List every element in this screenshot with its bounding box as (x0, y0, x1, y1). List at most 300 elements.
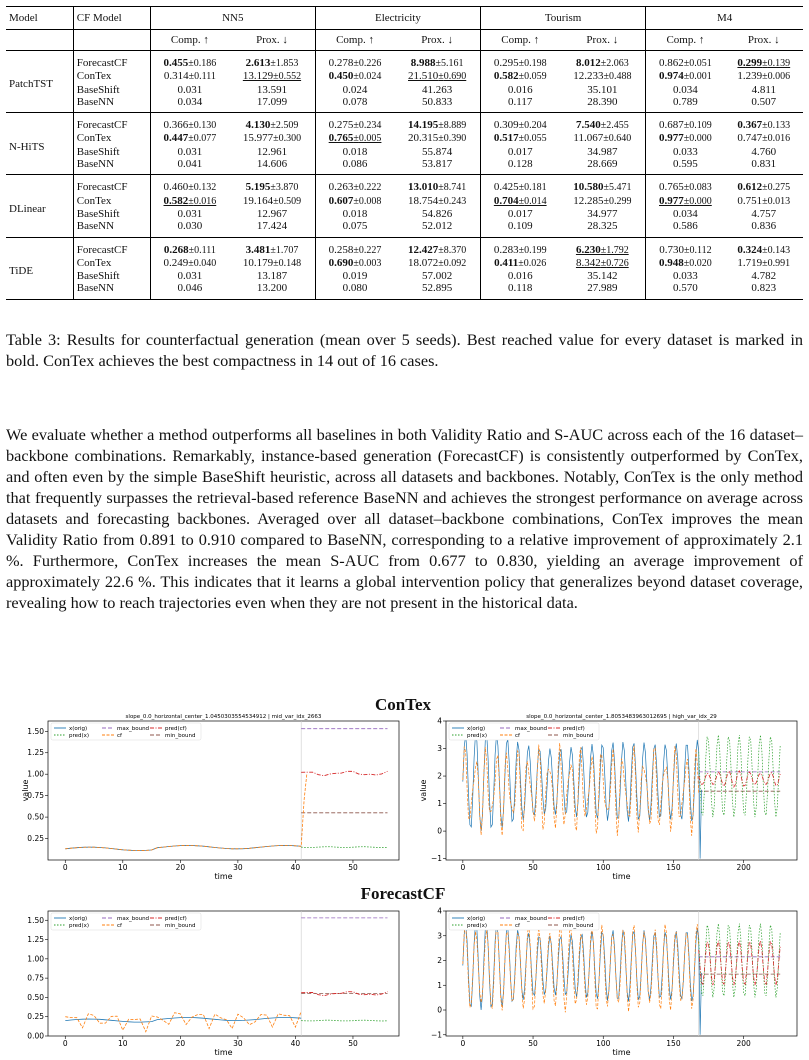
backbone-name: TiDE (6, 237, 73, 299)
cell-value: 14.195 (408, 119, 439, 132)
cell-value: 0.283 (493, 243, 519, 256)
y-tick-label: 0.75 (27, 973, 44, 983)
method-name: BaseShift (73, 270, 150, 282)
table-cell: 0.751±0.013 (737, 194, 791, 207)
cell-value: 0.118 (508, 282, 533, 295)
cell-std: 0.111 (194, 71, 216, 83)
cell-std: 0.013 (767, 195, 791, 207)
table-cell: 0.730±0.112 (659, 243, 712, 256)
y-tick-label: 1.00 (27, 769, 44, 779)
plot-frame (446, 721, 797, 860)
backbone-name: DLinear (6, 175, 73, 237)
series-pred-x (699, 924, 781, 998)
cell-value: 0.751 (737, 194, 763, 207)
table-cell: 0.704±0.014 (493, 194, 547, 207)
cell-value: 0.831 (751, 158, 777, 171)
table-cell: 18.072±0.092 (394, 257, 480, 270)
table-cell: 0.324±0.143 (737, 243, 791, 256)
y-tick-label: 3 (437, 931, 442, 941)
legend-label: pred(x) (69, 733, 90, 739)
cell-value: 12.961 (256, 145, 288, 158)
cell-value: 13.200 (256, 282, 288, 295)
cell-value: 0.977 (659, 132, 684, 145)
y-tick-label: 0.50 (27, 992, 44, 1002)
x-tick-label: 10 (118, 863, 128, 872)
cell-std: 0.077 (193, 133, 217, 145)
cell-value: 0.249 (163, 256, 189, 269)
cell-value: 10.179 (242, 256, 274, 269)
cell-value: 12.285 (573, 194, 604, 207)
legend-label: min_bound (165, 923, 196, 929)
table-cell: 0.366±0.130 (163, 119, 217, 132)
method-name: ForecastCF (73, 113, 150, 133)
x-axis-label: time (214, 872, 233, 881)
legend-label: cf (117, 733, 122, 739)
series-cf (463, 743, 699, 836)
cell-value: 0.948 (659, 256, 684, 269)
cell-std: 5.471 (608, 182, 632, 194)
table-cell: 0.263±0.222 (328, 181, 382, 194)
table-cell (394, 220, 480, 237)
cell-std: 0.300 (278, 133, 302, 145)
cell-value: 8.342 (575, 256, 601, 269)
cell-value: 0.031 (177, 270, 203, 283)
table-cell: 10.179±0.148 (229, 257, 315, 270)
cell-value: 0.314 (163, 70, 189, 83)
table-cell (559, 282, 645, 299)
table-row (6, 51, 803, 71)
cell-value: 0.765 (328, 132, 354, 145)
x-tick-label: 50 (528, 863, 538, 872)
cell-value: 19.164 (242, 194, 274, 207)
cell-value: 0.586 (673, 220, 698, 233)
table-cell (150, 220, 229, 237)
cell-value: 0.425 (493, 181, 519, 194)
table-cell (559, 208, 645, 220)
cell-value: 0.607 (328, 194, 354, 207)
table-cell: 10.580±5.471 (559, 175, 645, 195)
table-cell: 0.455±0.186 (163, 57, 217, 69)
table-cell: 0.612±0.275 (737, 181, 791, 194)
table-row (6, 158, 803, 175)
cell-value: 0.030 (177, 220, 203, 233)
cell-value: 12.233 (573, 70, 604, 83)
cell-value: 0.295 (493, 57, 519, 69)
cell-value: 0.018 (342, 207, 368, 220)
table-cell: 0.687±0.109 (659, 119, 712, 132)
series-pred-x (301, 847, 387, 848)
table-cell: 3.481±1.707 (229, 237, 315, 257)
table-cell (229, 84, 315, 96)
table-cell (646, 158, 725, 175)
cell-std: 0.051 (689, 58, 712, 69)
table-cell (315, 146, 394, 158)
cell-value: 0.974 (659, 70, 684, 83)
cell-value: 0.268 (163, 243, 189, 256)
cell-value: 27.989 (587, 282, 618, 295)
y-tick-label: 2 (437, 956, 442, 966)
table-cell: 0.283±0.199 (493, 243, 547, 256)
cell-value: 0.450 (328, 70, 354, 83)
cell-std: 0.006 (767, 71, 791, 83)
table-cell: 20.315±0.390 (394, 132, 480, 145)
cell-value: 0.324 (737, 243, 763, 256)
table-cell: 0.582±0.016 (163, 194, 217, 207)
table-cell (150, 282, 229, 299)
table-cell (394, 84, 480, 96)
cell-value: 35.142 (587, 270, 618, 283)
cell-std: 0.139 (767, 58, 791, 69)
cell-std: 3.870 (275, 182, 299, 194)
col-model-header: Model (6, 7, 73, 30)
series-pred-cf (301, 771, 387, 775)
method-name: ForecastCF (73, 51, 150, 71)
legend-label: x(orig) (467, 916, 486, 922)
cell-std: 0.000 (689, 195, 712, 207)
table-cell (725, 84, 803, 96)
cell-value: 0.024 (342, 83, 368, 96)
table-cell: 13.010±8.741 (394, 175, 480, 195)
x-axis-label: time (214, 1048, 233, 1057)
table-row (6, 195, 803, 208)
series-pred-cf (699, 771, 781, 787)
cell-value: 0.570 (673, 282, 698, 295)
cell-std: 0.181 (524, 182, 547, 194)
cell-std: 1.853 (275, 58, 299, 69)
table-cell: 8.012±2.063 (559, 51, 645, 71)
table-cell (229, 96, 315, 113)
table-cell: 0.517±0.055 (493, 132, 547, 145)
table-cell (229, 208, 315, 220)
cell-value: 0.595 (673, 158, 698, 171)
table-cell (150, 270, 229, 282)
plot-legend (51, 913, 201, 930)
table-cell: 0.258±0.227 (328, 243, 382, 256)
cell-std: 8.370 (443, 244, 467, 256)
cell-value: 13.129 (242, 70, 274, 83)
metric-header-comp: Comp. ↑ (666, 33, 705, 46)
series-x-orig (65, 845, 301, 850)
table-cell (646, 282, 725, 299)
y-tick-label: −1 (430, 854, 442, 864)
cell-value: 4.760 (751, 145, 777, 158)
cell-value: 0.411 (494, 256, 519, 269)
cell-value: 0.275 (328, 119, 354, 132)
table-cell (315, 84, 394, 96)
table-cell: 11.067±0.640 (559, 132, 645, 145)
cell-value: 0.366 (163, 119, 189, 132)
cell-std: 1.707 (275, 244, 299, 256)
table-cell (315, 282, 394, 299)
legend-label: pred(cf) (165, 916, 187, 922)
series-x-orig (463, 734, 702, 859)
x-tick-label: 20 (175, 863, 186, 872)
metric-header-prox: Prox. ↓ (559, 30, 645, 51)
table-row (6, 132, 803, 145)
cell-value: 17.424 (256, 220, 288, 233)
x-tick-label: 0 (62, 863, 68, 872)
cell-value: 11.067 (573, 132, 604, 145)
table-cell: 7.540±2.455 (559, 113, 645, 133)
cell-value: 3.481 (245, 243, 271, 256)
table-cell (394, 282, 480, 299)
plot-title: slope_0.0_horizontal_center_1.0450303554534912 | mid_var_idx_2663 (125, 714, 322, 720)
y-tick-label: −1 (430, 1030, 442, 1040)
cell-value: 0.017 (507, 207, 533, 220)
dataset-header: Tourism (481, 7, 646, 30)
table-cell (315, 208, 394, 220)
method-name: BaseShift (73, 146, 150, 158)
cell-std: 0.008 (358, 195, 382, 207)
metric-header-prox: Prox. ↓ (394, 30, 480, 51)
table-row (6, 282, 803, 299)
table-cell: 0.299±0.139 (737, 57, 791, 69)
cell-std: 0.509 (278, 195, 302, 207)
cell-value: 6.230 (575, 243, 601, 256)
table-cell (725, 158, 803, 175)
cell-std: 0.055 (524, 133, 547, 145)
table-cell: 5.195±3.870 (229, 175, 315, 195)
cell-value: 18.754 (408, 194, 439, 207)
table-cell: 0.948±0.020 (659, 256, 712, 269)
cell-value: 0.612 (737, 181, 763, 194)
y-tick-label: 1.50 (27, 915, 44, 925)
series-pred-x (699, 735, 781, 817)
cell-value: 28.390 (587, 95, 618, 108)
x-tick-label: 0 (460, 1039, 466, 1048)
cell-std: 0.198 (524, 58, 547, 69)
cell-value: 4.757 (751, 207, 777, 220)
cell-std: 0.020 (689, 257, 712, 269)
cell-value: 4.130 (245, 119, 271, 132)
cell-std: 0.026 (523, 257, 547, 269)
cell-value: 0.687 (659, 119, 684, 132)
cell-value: 54.826 (422, 207, 453, 220)
cell-value: 13.010 (408, 181, 439, 194)
table-cell: 0.275±0.234 (328, 119, 382, 132)
table-row (6, 70, 803, 83)
cell-value: 5.195 (245, 181, 271, 194)
cell-std: 2.509 (275, 120, 299, 132)
cell-value: 10.580 (573, 181, 604, 194)
method-name: BaseNN (73, 220, 150, 237)
legend-label: x(orig) (467, 726, 486, 732)
table-cell (229, 220, 315, 237)
cell-value: 0.299 (737, 57, 763, 69)
figure-title-forecastcf: ForecastCF (360, 884, 446, 903)
table-cell: 0.268±0.111 (163, 243, 216, 256)
table-cell: 0.309±0.204 (493, 119, 547, 132)
plot-forecastcf-high-var (418, 902, 803, 1060)
plot-forecastcf-mid-var (20, 902, 405, 1060)
table-cell (481, 220, 560, 237)
cell-std: 0.001 (689, 71, 712, 83)
cell-std: 1.792 (606, 244, 629, 256)
cell-value: 0.041 (177, 158, 203, 171)
y-axis-label: value (419, 779, 428, 802)
y-tick-label: 1.00 (27, 954, 44, 964)
table-row (6, 175, 803, 195)
table-cell (646, 220, 725, 237)
cell-std: 0.204 (524, 120, 547, 132)
y-tick-label: 1.25 (27, 935, 44, 945)
table-cell: 0.447±0.077 (163, 132, 217, 145)
cell-value: 0.034 (177, 95, 203, 108)
table-cell: 0.295±0.198 (493, 57, 547, 69)
cell-std: 8.741 (443, 182, 467, 194)
cell-value: 57.002 (422, 270, 453, 283)
cell-value: 0.033 (673, 145, 698, 158)
table-cell: 0.411±0.026 (494, 256, 547, 269)
cell-std: 0.059 (524, 71, 547, 83)
backbone-name: N-HiTS (6, 113, 73, 175)
cell-std: 0.040 (193, 257, 217, 269)
table-cell (725, 96, 803, 113)
cell-value: 0.033 (673, 270, 698, 283)
metric-header-prox: Prox. ↓ (229, 30, 315, 51)
table-cell: 14.195±8.889 (394, 113, 480, 133)
cell-value: 8.988 (410, 57, 436, 69)
x-tick-label: 20 (175, 1039, 186, 1048)
cell-value: 0.278 (328, 57, 354, 69)
cell-value: 0.447 (163, 132, 189, 145)
y-tick-label: 0.75 (27, 791, 44, 801)
table-cell (481, 208, 560, 220)
y-tick-label: 4 (437, 716, 442, 726)
table-cell (481, 282, 560, 299)
cell-std: 0.148 (278, 257, 302, 269)
cell-std: 0.005 (358, 133, 382, 145)
table-cell (725, 220, 803, 237)
x-axis-label: time (612, 872, 631, 881)
table-cell: 2.613±1.853 (229, 51, 315, 71)
table-cell: 12.285±0.299 (559, 195, 645, 208)
table-cell (725, 270, 803, 282)
dataset-header: Electricity (315, 7, 480, 30)
table-cell (315, 158, 394, 175)
y-tick-label: 0 (437, 1005, 442, 1015)
cell-value: 0.977 (659, 194, 684, 207)
cell-value: 12.427 (408, 243, 439, 256)
cell-value: 0.016 (507, 83, 533, 96)
cell-value: 0.507 (751, 95, 777, 108)
x-tick-label: 50 (348, 1039, 358, 1048)
cell-value: 0.836 (751, 220, 777, 233)
method-name: BaseShift (73, 84, 150, 96)
x-tick-label: 30 (233, 863, 243, 872)
table-cell (229, 282, 315, 299)
cell-value: 18.072 (408, 256, 439, 269)
table-cell (481, 158, 560, 175)
table-cell (646, 208, 725, 220)
dataset-header: M4 (716, 11, 733, 24)
x-tick-label: 200 (736, 1039, 751, 1048)
table-cell (315, 270, 394, 282)
metric-header-comp: Comp. ↑ (501, 33, 540, 46)
table-cell: 19.164±0.509 (229, 195, 315, 208)
table-cell (559, 158, 645, 175)
cell-value: 14.606 (256, 158, 288, 171)
table-cell (150, 146, 229, 158)
cell-std: 0.092 (443, 257, 467, 269)
table-cell: 0.367±0.133 (737, 119, 791, 132)
col-cf-header: CF Model (73, 7, 150, 30)
cell-value: 0.690 (328, 256, 354, 269)
cell-value: 17.099 (256, 95, 288, 108)
cell-std: 0.024 (358, 71, 382, 83)
table-cell (394, 96, 480, 113)
table-row (6, 220, 803, 237)
cell-value: 20.315 (408, 132, 439, 145)
plot-legend (449, 723, 599, 740)
cell-std: 0.222 (358, 182, 382, 194)
cell-std: 0.130 (193, 120, 217, 132)
method-name: BaseShift (73, 208, 150, 220)
metric-header-comp: Comp. ↑ (336, 33, 374, 46)
table-cell (150, 96, 229, 113)
legend-label: max_bound (117, 916, 150, 922)
cell-value: 34.987 (587, 145, 618, 158)
cell-value: 28.669 (587, 158, 618, 171)
cell-std: 0.488 (608, 71, 632, 83)
metric-header-comp: Comp. ↑ (170, 33, 209, 46)
table-cell: 0.249±0.040 (163, 256, 217, 269)
cell-std: 0.275 (767, 182, 791, 194)
table-row (6, 84, 803, 96)
cell-std: 0.109 (689, 120, 712, 132)
table-cell: 1.239±0.006 (737, 70, 791, 83)
cell-std: 0.132 (193, 182, 217, 194)
cell-std: 0.991 (767, 257, 791, 269)
method-name: ConTex (73, 70, 150, 83)
table-cell: 0.977±0.000 (659, 194, 712, 207)
legend-label: min_bound (563, 733, 594, 739)
cell-std: 0.726 (606, 257, 629, 269)
cell-value: 0.747 (737, 132, 763, 145)
cell-value: 34.977 (587, 207, 618, 220)
table-row (6, 146, 803, 158)
cell-value: 35.101 (587, 83, 618, 96)
legend-label: cf (515, 923, 520, 929)
cell-value: 2.613 (245, 57, 271, 69)
table-row (6, 208, 803, 220)
cell-value: 0.517 (493, 132, 519, 145)
table-cell (394, 146, 480, 158)
series-cf (65, 773, 307, 850)
table-cell: 0.765±0.005 (328, 132, 382, 145)
table-cell: 0.747±0.016 (737, 132, 791, 145)
x-tick-label: 150 (666, 863, 681, 872)
cell-value: 0.823 (751, 282, 777, 295)
cell-value: 0.460 (163, 181, 189, 194)
plot-legend (51, 723, 201, 740)
cell-value: 0.730 (659, 243, 684, 256)
legend-label: pred(x) (467, 733, 488, 739)
y-tick-label: 3 (437, 744, 442, 754)
method-name: ConTex (73, 195, 150, 208)
series-cf (65, 1011, 301, 1031)
table-cell (559, 96, 645, 113)
table-cell: 0.314±0.111 (163, 70, 216, 83)
legend-label: pred(cf) (563, 916, 585, 922)
y-tick-label: 0.00 (27, 1031, 44, 1041)
table-cell (559, 220, 645, 237)
table-cell: 0.425±0.181 (493, 181, 547, 194)
cell-std: 0.226 (358, 58, 382, 69)
y-tick-label: 1.50 (27, 726, 44, 736)
table-caption: Table 3: Results for counterfactual generation (mean over 5 seeds). Best reached value for every dataset is marked in bold. ConTex achieves the best compactness in 14 out of 16 cases. (6, 330, 803, 370)
cell-std: 0.299 (608, 195, 632, 207)
